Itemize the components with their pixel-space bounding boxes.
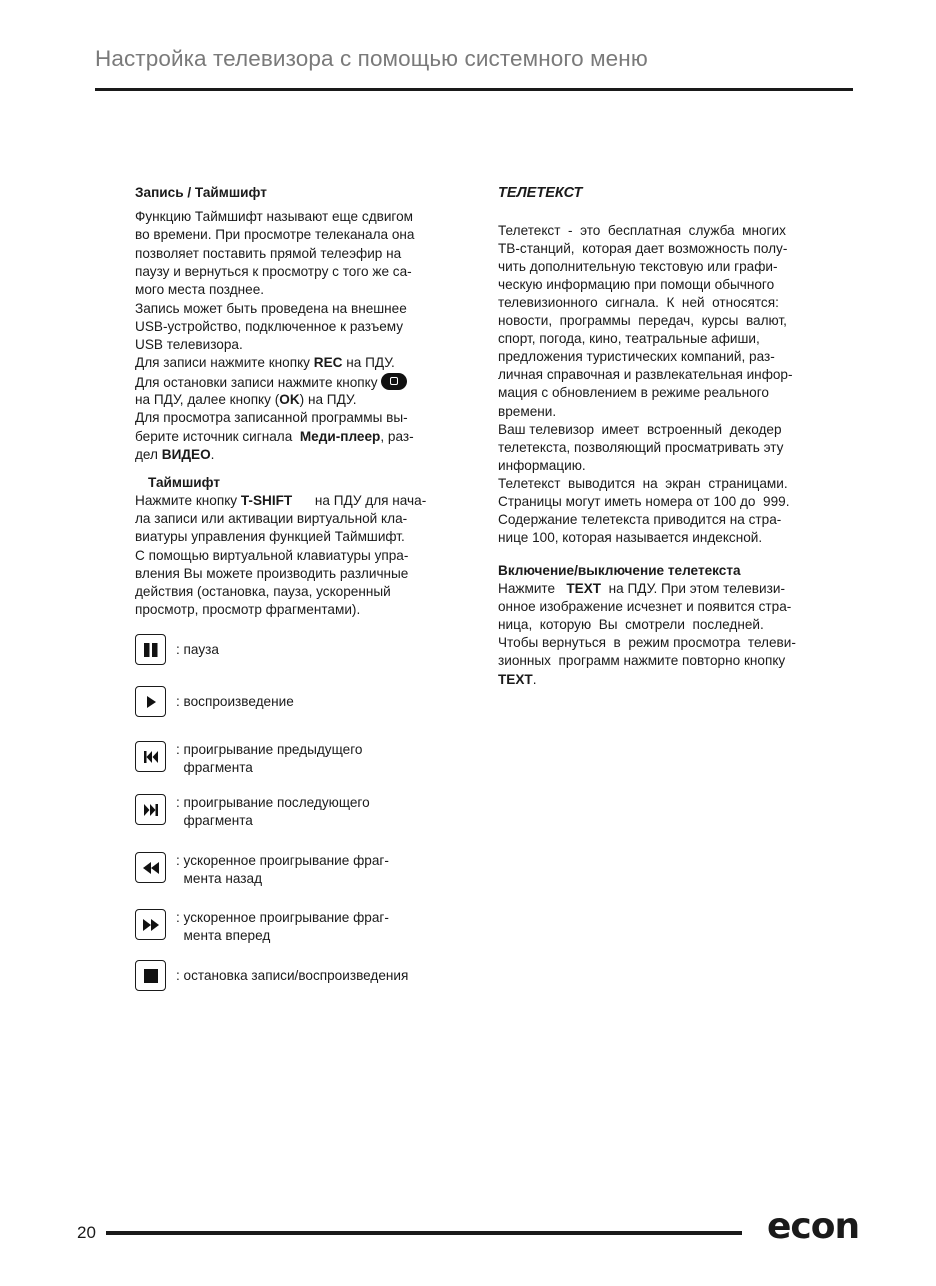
text-line	[498, 312, 787, 330]
text-line	[498, 439, 783, 457]
stop-icon	[135, 960, 166, 991]
text-segment: Функцию Таймшифт называют еще сдвигом	[135, 209, 414, 224]
bold-term: OK	[279, 392, 300, 407]
text-segment: Чтобы вернуться в режим просмотра телеви-	[498, 635, 796, 651]
footer-rule	[106, 1231, 742, 1235]
text-segment: действия (остановка, пауза, ускоренный	[135, 584, 391, 599]
text-line	[135, 510, 407, 528]
page-number: 20	[77, 1223, 96, 1242]
text-line	[135, 428, 414, 446]
text-line	[135, 226, 414, 244]
control-description: : проигрывание последующего	[176, 795, 370, 810]
text-segment: виатуры управления функцией Таймшифт.	[135, 529, 405, 545]
fast-forward-icon	[135, 909, 166, 940]
text-segment: С помощью виртуальной клавиатуры упра-	[135, 547, 409, 563]
text-segment: спорт, погода, кино, театральные афиши,	[498, 331, 760, 347]
bold-term: REC	[313, 355, 343, 371]
text-line	[135, 245, 401, 263]
text-segment: ) на ПДУ.	[299, 392, 357, 407]
bold-term: T-SHIFT	[240, 493, 293, 508]
control-description: : воспроизведение	[176, 694, 294, 709]
text-line	[498, 457, 586, 475]
text-line	[135, 336, 243, 354]
text-segment: зионных программ нажмите повторно кнопку	[498, 653, 786, 669]
text-segment: Содержание телетекста приводится на стра-	[498, 511, 782, 527]
text-segment: телевизионного сигнала. К ней относятся:	[498, 295, 779, 311]
text-segment: паузу и вернуться к просмотру с того же са-	[135, 263, 412, 279]
text-segment: .	[210, 446, 215, 462]
text-line	[498, 403, 556, 421]
section-heading-teletext: ТЕЛЕТЕКСТ	[498, 185, 583, 201]
text-segment: во времени. При просмотре телеканала она	[135, 227, 415, 243]
subheading-timeshift: Таймшифт	[148, 475, 220, 490]
bold-term: Меди-плеер	[299, 428, 381, 444]
text-line	[498, 276, 774, 294]
text-segment: личная справочная и развлекательная инфор-	[498, 367, 793, 383]
text-line	[135, 409, 408, 427]
control-description: фрагмента	[176, 813, 253, 828]
bold-term: ВИДЕО	[161, 446, 211, 462]
text-segment: Для остановки записи нажмите кнопку	[135, 374, 378, 390]
text-segment: на ПДУ для нача-	[292, 493, 427, 508]
text-line	[135, 208, 413, 226]
text-line	[135, 300, 407, 318]
text-segment: Телетекст - это бесплатная служба многих	[498, 223, 786, 238]
text-line	[498, 366, 793, 384]
control-description: фрагмента	[176, 760, 253, 775]
text-segment: Нажмите кнопку	[135, 493, 241, 508]
text-line	[498, 671, 537, 689]
text-segment: Нажмите	[498, 581, 567, 596]
text-line	[498, 511, 781, 529]
text-line	[135, 565, 408, 583]
text-line	[498, 475, 788, 493]
rewind-icon	[135, 852, 166, 883]
text-line	[135, 446, 214, 464]
text-line	[135, 601, 360, 619]
bold-term: TEXT	[566, 581, 602, 596]
text-segment: на ПДУ. При этом телевизи-	[601, 581, 785, 596]
bold-term: TEXT	[498, 671, 533, 687]
text-segment: дел	[135, 446, 162, 462]
text-segment: .	[532, 671, 537, 687]
text-segment: нице 100, которая называется индексной.	[498, 529, 763, 545]
text-line	[135, 263, 412, 281]
text-line	[498, 598, 791, 616]
text-segment: вления Вы можете производить различные	[135, 565, 409, 581]
text-segment: Для записи нажмите кнопку	[135, 355, 314, 371]
econ-logo: econ	[767, 1206, 860, 1247]
text-segment: берите источник сигнала	[135, 428, 300, 444]
control-description: мента вперед	[176, 928, 271, 943]
skip-previous-icon	[135, 741, 166, 772]
text-line	[498, 580, 785, 598]
text-segment: мого места позднее.	[135, 282, 265, 298]
play-icon	[135, 686, 166, 717]
text-line	[498, 258, 778, 276]
control-description: : ускоренное проигрывание фраг-	[176, 853, 389, 868]
text-line	[498, 529, 762, 547]
text-segment: , раз-	[380, 428, 414, 444]
text-line	[135, 391, 357, 409]
text-segment: Ваш телевизор имеет встроенный декодер	[498, 421, 782, 437]
text-line	[498, 384, 769, 402]
text-segment: Запись может быть проведена на внешнее	[135, 300, 407, 316]
text-segment: времени.	[498, 403, 557, 419]
text-segment: ница, которую Вы смотрели последней.	[498, 617, 764, 633]
text-line	[498, 222, 786, 240]
control-description: : проигрывание предыдущего	[176, 742, 363, 757]
text-segment: ТВ-станций, которая дает возможность полу-	[498, 241, 788, 257]
text-segment: новости, программы передач, курсы валют,	[498, 313, 787, 329]
text-line	[135, 492, 426, 510]
text-line	[498, 652, 785, 670]
text-segment: Страницы могут иметь номера от 100 до 999.	[498, 493, 790, 509]
text-segment: чить дополнительную текстовую или графи-	[498, 259, 778, 275]
section-heading-recording: Запись / Таймшифт	[135, 185, 267, 200]
text-segment: на ПДУ, далее кнопку (	[135, 392, 280, 407]
text-segment: USB телевизора.	[135, 337, 243, 353]
text-line	[498, 634, 796, 652]
skip-next-icon	[135, 794, 166, 825]
text-segment: ла записи или активации виртуальной кла-	[135, 511, 408, 527]
text-segment: Телетекст выводится на экран страницами.	[498, 475, 788, 491]
page-title: Настройка телевизора с помощью системного меню	[95, 46, 648, 71]
text-line	[498, 330, 760, 348]
text-segment: USB-устройство, подключенное к разъему	[135, 318, 404, 334]
text-segment: на ПДУ.	[342, 355, 395, 371]
text-segment: предложения туристических компаний, раз-	[498, 349, 775, 365]
text-line	[135, 583, 391, 601]
text-line	[498, 421, 782, 439]
text-line	[498, 240, 787, 258]
text-line	[498, 294, 779, 312]
header-rule	[95, 88, 853, 91]
text-line	[135, 354, 395, 372]
text-line	[135, 281, 264, 299]
subheading-teletext-toggle: Включение/выключение телетекста	[498, 563, 741, 578]
text-segment: телетекста, позволяющий просматривать эту	[498, 439, 784, 455]
text-line	[498, 493, 790, 511]
text-line	[135, 318, 403, 336]
text-segment: мация с обновлением в режиме реального	[498, 385, 769, 401]
text-segment: Для просмотра записанной программы вы-	[135, 410, 408, 426]
text-segment: ческую информацию при помощи обычного	[498, 277, 775, 293]
text-segment: позволяет поставить прямой телеэфир на	[135, 245, 402, 261]
stop-button-icon	[381, 373, 407, 390]
text-line	[135, 528, 405, 546]
text-line	[135, 373, 407, 392]
text-segment: онное изображение исчезнет и появится стра-	[498, 599, 792, 615]
control-description: : ускоренное проигрывание фраг-	[176, 910, 389, 925]
text-line	[135, 547, 408, 565]
pause-icon	[135, 634, 166, 665]
text-segment: информацию.	[498, 457, 586, 473]
control-description: : остановка записи/воспроизведения	[176, 968, 409, 983]
text-line	[498, 348, 775, 366]
control-description: : пауза	[176, 642, 219, 657]
text-segment: просмотр, просмотр фрагментами).	[135, 602, 361, 618]
text-line	[498, 616, 764, 634]
control-description: мента назад	[176, 871, 263, 886]
